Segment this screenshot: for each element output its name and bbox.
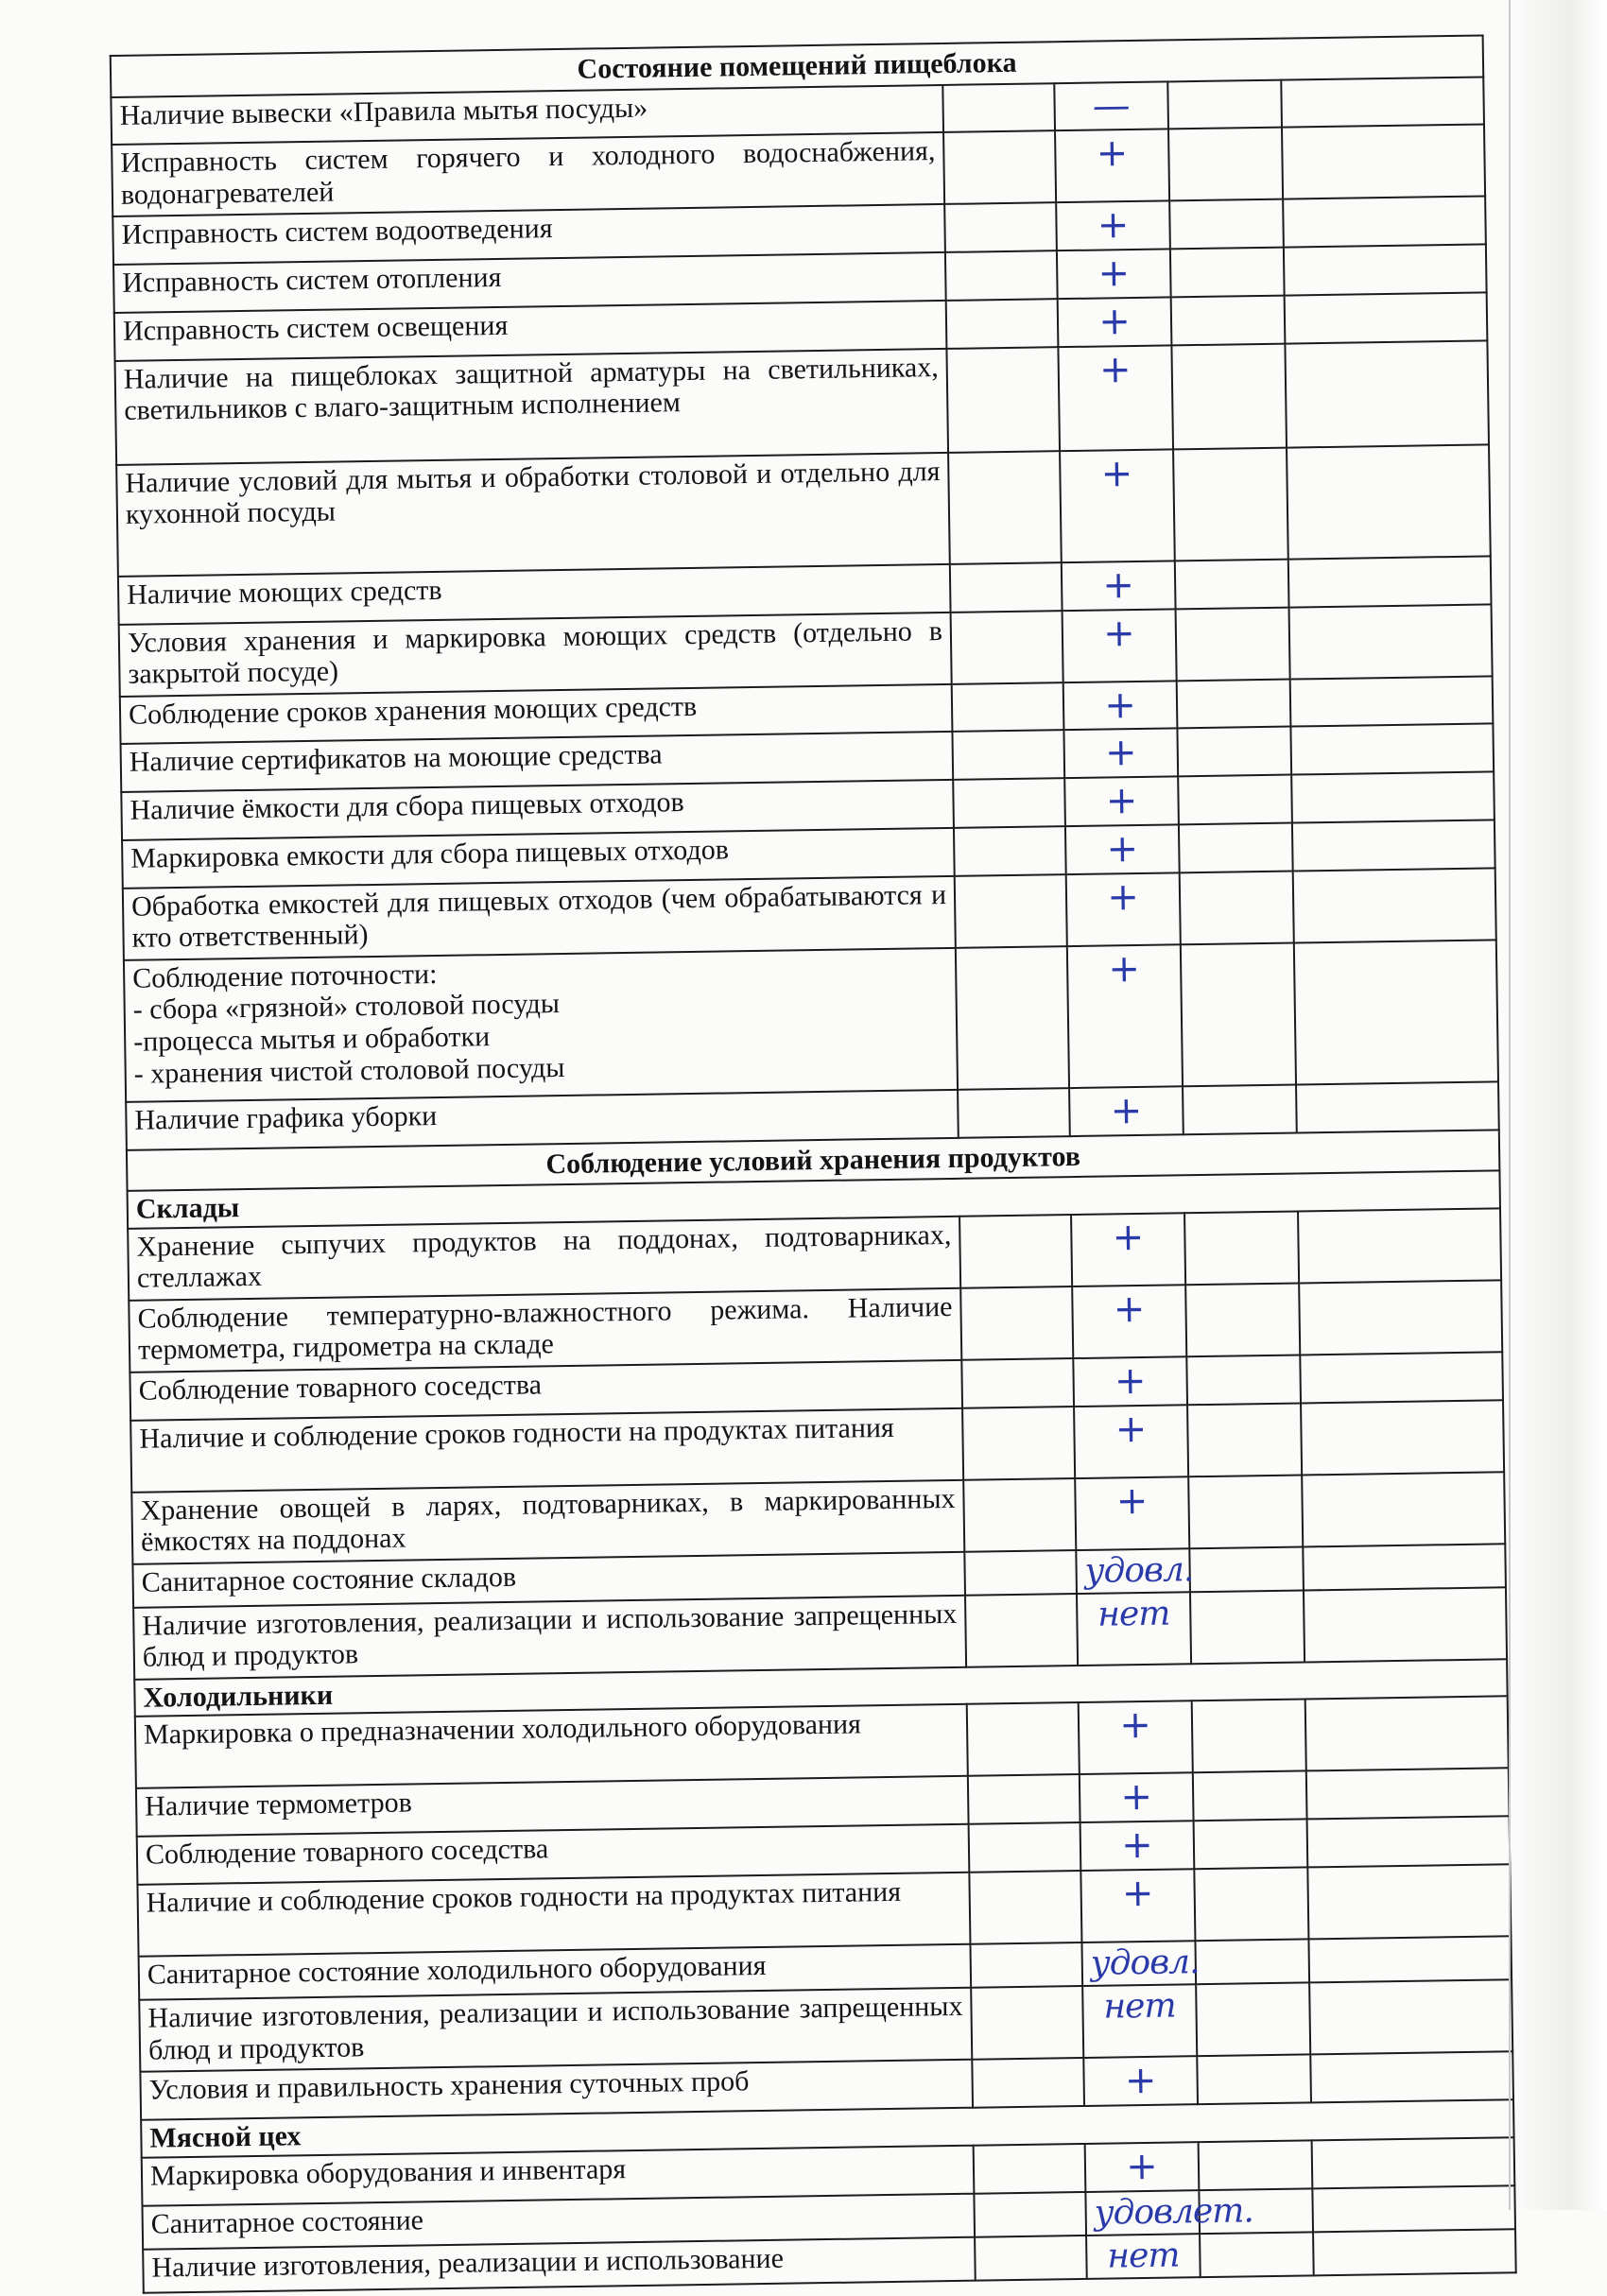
row-label: Обработка емкостей для пищевых отходов (чем обрабатываются и кто ответственный) (123, 876, 956, 960)
row-label: Маркировка оборудования и инвентаря (142, 2145, 975, 2205)
handwritten-mark: — (1054, 81, 1168, 131)
handwritten-mark: удовл. (1081, 1941, 1196, 1986)
handwritten-mark: + (1055, 129, 1169, 203)
row-label: Условия и правильность хранения суточных проб (140, 2060, 973, 2120)
row-label: Наличие вывески «Правила мытья посуды» (111, 85, 943, 146)
row-label: Хранение сыпучих продуктов на поддонах, подтоварниках, стеллажах (128, 1217, 960, 1301)
section-title: Состояние помещений пищеблока (111, 35, 1484, 96)
row-label: Наличие на пищеблоках защитной арматуры на светильниках, светильников с влаго-защитным исполнением (115, 349, 949, 465)
row-label: Хранение овощей в ларях, подтоварниках, в маркированных ёмкостях на поддонах (131, 1479, 964, 1563)
row-label: Условия хранения и маркировка моющих средств (отдельно в закрытой посуде) (119, 612, 952, 696)
table-row (124, 940, 1498, 1102)
handwritten-mark: + (1074, 1405, 1188, 1478)
handwritten-mark: + (1056, 201, 1170, 251)
handwritten-mark: нет (1082, 1985, 1197, 2059)
row-label: Наличие изготовления, реализации и использование запрещенных блюд и продуктов (133, 1596, 966, 1680)
handwritten-mark: удовл. (1076, 1548, 1190, 1594)
handwritten-mark: + (1064, 777, 1179, 827)
checklist-table (110, 34, 1517, 2293)
handwritten-mark: + (1058, 345, 1173, 451)
row-label: Соблюдение поточности: - сбора «грязной» столовой посуды -процесса мытья и обработки - хранения чистой столовой посуды (124, 948, 958, 1102)
row-label: Наличие моющих средств (118, 564, 951, 625)
handwritten-mark: + (1069, 1086, 1184, 1136)
handwritten-mark: + (1067, 944, 1183, 1088)
handwritten-mark: + (1057, 250, 1171, 300)
row-label: Наличие ёмкости для сбора пищевых отходов (121, 780, 954, 840)
handwritten-mark: + (1058, 297, 1172, 347)
handwritten-mark: + (1083, 2057, 1198, 2107)
table-row (116, 444, 1491, 577)
row-label: Санитарное состояние холодильного оборудования (139, 1944, 972, 2000)
handwritten-mark: + (1085, 2142, 1200, 2192)
row-label: Исправность систем горячего и холодного водоснабжения, водонагревателей (112, 132, 944, 216)
row-label: Наличие условий для мытья и обработки столовой и отдельно для кухонной посуды (116, 453, 950, 577)
subsection-title: Склады (128, 1170, 1500, 1228)
row-label: Соблюдение температурно-влажностного режима. Наличие термометра, гидрометра на складе (129, 1288, 961, 1372)
row-label: Соблюдение товарного соседства (130, 1360, 962, 1421)
handwritten-mark: + (1066, 872, 1181, 946)
handwritten-mark: + (1060, 449, 1175, 562)
handwritten-mark: + (1072, 1285, 1186, 1358)
handwritten-mark: + (1073, 1356, 1187, 1407)
row-label: Наличие и соблюдение сроков годности на продуктах питания (137, 1873, 970, 1957)
page-fold-line (1509, 0, 1511, 2210)
subsection-title: Мясной цех (141, 2099, 1513, 2157)
row-label: Соблюдение сроков хранения моющих средств (120, 683, 953, 744)
row-label: Наличие изготовления, реализации и использование (143, 2237, 976, 2293)
handwritten-mark: + (1075, 1476, 1189, 1550)
row-label: Исправность систем отопления (113, 252, 946, 313)
handwritten-mark: + (1065, 824, 1180, 874)
handwritten-mark: + (1071, 1213, 1185, 1286)
handwritten-mark: + (1080, 1821, 1195, 1871)
row-label: Наличие и соблюдение сроков годности на продуктах питания (130, 1407, 963, 1492)
row-label: Санитарное состояние складов (132, 1551, 965, 1607)
table-row (115, 340, 1490, 465)
row-label: Санитарное состояние (142, 2193, 975, 2249)
subsection-title: Холодильники (134, 1659, 1507, 1717)
handwritten-mark: + (1079, 1701, 1193, 1775)
row-label: Маркировка о предназначении холодильного оборудования (135, 1704, 968, 1788)
section-title: Соблюдение условий хранения продуктов (127, 1130, 1500, 1191)
handwritten-mark: удовлет. (1085, 2190, 1200, 2236)
row-label: Соблюдение товарного соседства (137, 1824, 970, 1885)
handwritten-mark: + (1063, 609, 1177, 682)
row-label: Наличие термометров (136, 1776, 969, 1837)
page-edge (1516, 0, 1607, 2210)
row-label: Наличие сертификатов на моющие средства (121, 732, 954, 792)
row-label: Исправность систем освещения (114, 301, 947, 361)
row-label: Наличие графика уборки (126, 1090, 959, 1150)
handwritten-mark: нет (1086, 2234, 1201, 2279)
handwritten-mark: + (1062, 561, 1176, 611)
handwritten-mark: нет (1077, 1592, 1191, 1666)
handwritten-mark: + (1080, 1773, 1194, 1823)
handwritten-mark: + (1080, 1869, 1195, 1942)
row-label: Наличие изготовления, реализации и использование запрещенных блюд и продуктов (139, 1988, 972, 2072)
row-label: Исправность систем водоотведения (112, 204, 945, 265)
row-label: Маркировка емкости для сбора пищевых отходов (122, 828, 955, 889)
handwritten-mark: + (1063, 729, 1178, 779)
handwritten-mark: + (1063, 681, 1178, 731)
